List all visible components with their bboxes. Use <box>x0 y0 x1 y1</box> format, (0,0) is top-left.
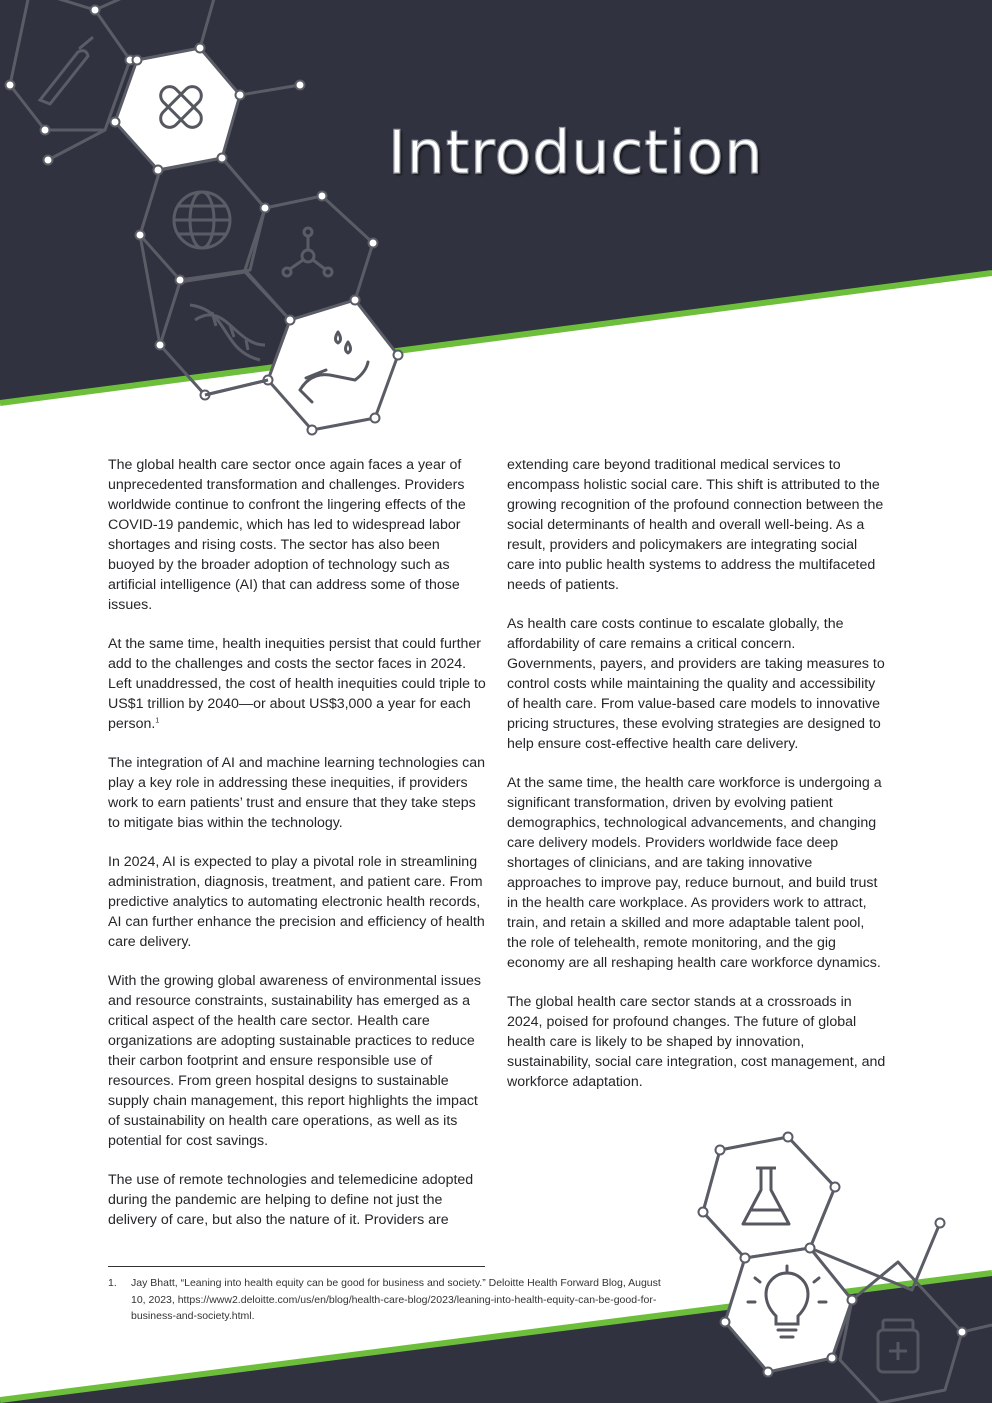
body-column-right <box>507 455 887 1111</box>
paragraph: The integration of AI and machine learning technologies can play a key role in addressing these inequities, if providers work to earn patients’ trust and ensure that they take steps to mitigate bias within the technology. <box>108 755 486 831</box>
paragraph: At the same time, the health care workforce is undergoing a significant transformation, driven by evolving patient demographics, technological advancements, and changing care delivery models. Providers worldwide face deep shortages of clinicians, and are taking innovative approaches to improve pay, reduce burnout, and build trust in the health care workplace. As providers work to attract, train, and retain a skilled and more adaptable talent pool, the role of telehealth, remote monitoring, and the gig economy are all reshaping health care workforce dynamics. <box>507 775 882 971</box>
paragraph: extending care beyond traditional medical services to encompass holistic social care. This shift is attributed to the growing recognition of the profound connection between the social determinants of health and overall well-being. As a result, providers and policymakers are integrating social care into public health systems to address the multifaceted needs of patients. <box>507 457 884 593</box>
paragraph: At the same time, health inequities persist that could further add to the challenges and costs the sector faces in 2024. Left unaddressed, the cost of health inequities could triple to US$1 trillion by 2040—or about US$3,000 a year for each person.$^1$ <box>108 636 486 732</box>
page-title: Introduction <box>388 118 764 188</box>
paragraph: In 2024, AI is expected to play a pivotal role in streamlining administration, diagnosis, treatment, and patient care. From predictive analytics to automating electronic health records, AI can further enhance the precision and efficiency of health care delivery. <box>108 854 485 950</box>
paragraph: The global health care sector once again faces a year of unprecedented transformation and challenges. Providers worldwide continue to confront the lingering effects of the COVID-19 pandemic, which has led to widespread labor shortages and rising costs. The sector has also been buoyed by the broader adoption of technology such as artificial intelligence (AI) that can address some of those issues. <box>108 457 466 613</box>
footnote-ref[interactable]: 1 <box>155 717 160 725</box>
body-column-left <box>108 455 486 1249</box>
paragraph: The global health care sector stands at a crossroads in 2024, poised for profound changes. The future of global health care is likely to be shaped by innovation, sustainability, social care integration, cost management, and workforce adaptation. <box>507 994 886 1090</box>
footnote-number: 1. <box>108 1277 117 1289</box>
paragraph: As health care costs continue to escalate globally, the affordability of care remains a critical concern. Governments, payers, and providers are taking measures to control costs while maintaining the quality and accessibility of health care. From value-based care models to innovative pricing structures, these evolving strategies are designed to help ensure cost-effective health care delivery. <box>507 616 885 752</box>
footnote-text[interactable]: Jay Bhatt, “Leaning into health equity can be good for business and society.” Deloitte Health Forward Blog, August 10, 2023, https://www2.deloitte.com/us/en/blog/health-care-blog/2023/leaning-into-health-equity-can-be-good-for-business-and-society.html. <box>131 1277 661 1322</box>
footnote <box>108 1275 668 1325</box>
paragraph: With the growing global awareness of environmental issues and resource constraints, sustainability has emerged as a critical aspect of the health care sector. Health care organizations are adopting sustainable practices to reduce their carbon footprint and ensure responsible use of resources. From green hospital designs to sustainable supply chain management, this report highlights the impact of sustainability on health care operations, as well as its potential for cost savings. <box>108 973 482 1149</box>
paragraph: The use of remote technologies and telemedicine adopted during the pandemic are helping to define not just the delivery of care, but also the nature of it. Providers are <box>108 1172 474 1228</box>
footnote-divider <box>108 1266 485 1267</box>
